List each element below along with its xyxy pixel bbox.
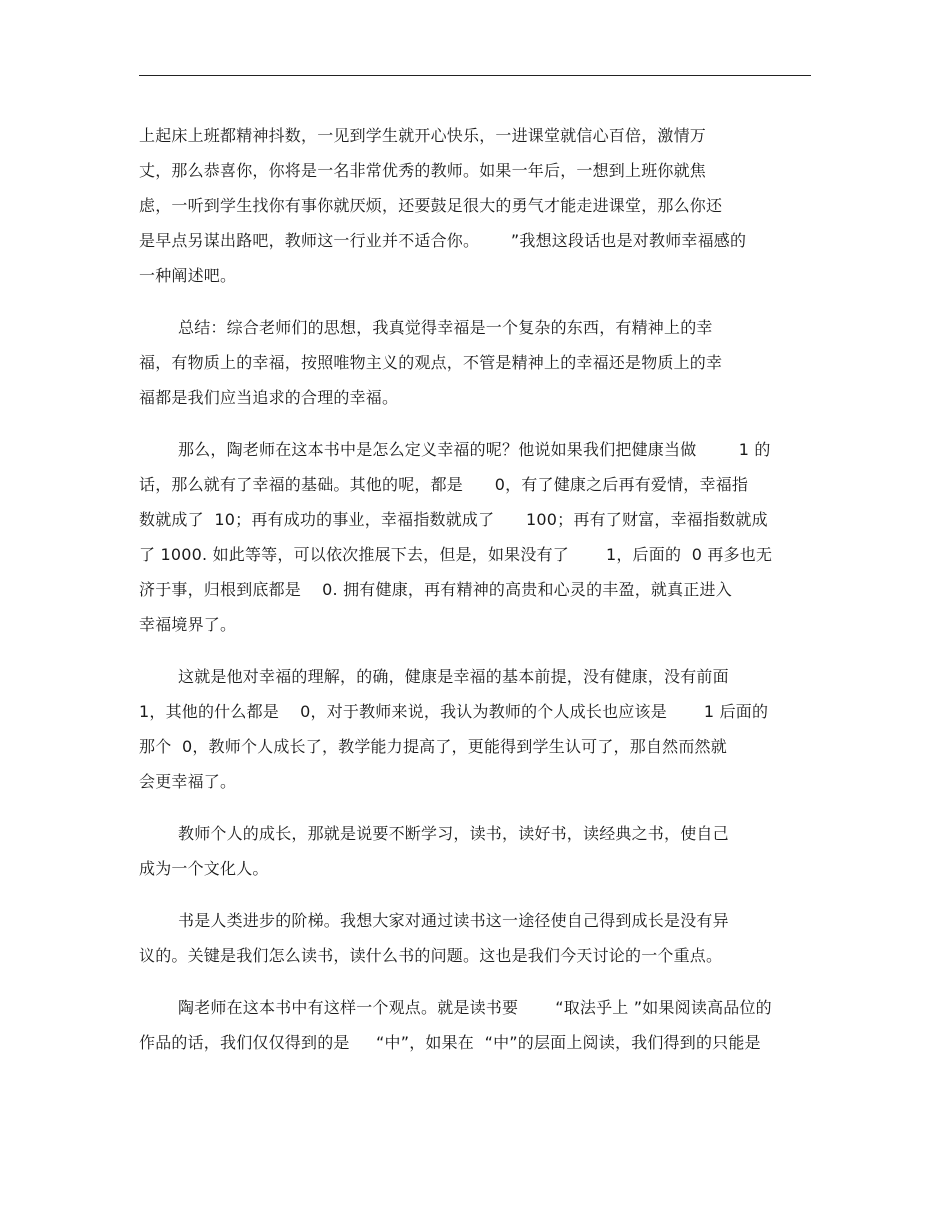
text-line: 作品的话，我们仅仅得到的是 “中”，如果在 “中”的层面上阅读，我们得到的只能是 (139, 1033, 761, 1052)
text-line: 数就成了 10；再有成功的事业，幸福指数就成了 100；再有了财富，幸福指数就成 (139, 510, 768, 529)
body-text (139, 118, 819, 1077)
text-line: 会更幸福了。 (139, 772, 237, 791)
text-line: 1，其他的什么都是 0，对于教师来说，我认为教师的个人成长也应该是 1 后面的 (139, 702, 769, 721)
text-line: 一种阐述吧。 (139, 266, 237, 285)
text-line: 济于事，归根到底都是 0. 拥有健康，再有精神的高贵和心灵的丰盈，就真正进入 (139, 580, 732, 599)
text-line: 这就是他对幸福的理解，的确，健康是幸福的基本前提，没有健康，没有前面 (178, 667, 729, 686)
paragraph-6 (139, 903, 819, 973)
paragraph-4 (139, 659, 819, 799)
text-line: 议的。关键是我们怎么读书，读什么书的问题。这也是我们今天讨论的一个重点。 (139, 946, 723, 965)
text-line: 那个 0，教师个人成长了，教学能力提高了，更能得到学生认可了，那自然而然就 (139, 737, 727, 756)
text-line: 话，那么就有了幸福的基础。其他的呢，都是 0，有了健康之后再有爱情，幸福指 (139, 475, 749, 494)
text-line: 丈，那么恭喜你，你将是一名非常优秀的教师。如果一年后，一想到上班你就焦 (139, 161, 707, 180)
text-line: 虑，一听到学生找你有事你就厌烦，还要鼓足很大的勇气才能走进课堂，那么你还 (139, 196, 723, 215)
text-line: 幸福境界了。 (139, 615, 237, 634)
paragraph-2 (139, 310, 819, 415)
text-line: 总结：综合老师们的思想，我真觉得幸福是一个复杂的东西，有精神上的幸 (178, 318, 713, 337)
paragraph-7 (139, 990, 819, 1060)
text-line: 福都是我们应当追求的合理的幸福。 (139, 388, 399, 407)
text-line: 教师个人的成长，那就是说要不断学习，读书，读好书，读经典之书，使自己 (178, 824, 729, 843)
header-rule (139, 75, 811, 76)
text-line: 上起床上班都精神抖数，一见到学生就开心快乐，一进课堂就信心百倍，激情万 (139, 126, 707, 145)
paragraph-5 (139, 816, 819, 886)
paragraph-3 (139, 432, 819, 642)
text-line: 成为一个文化人。 (139, 859, 269, 878)
text-line: 福，有物质上的幸福，按照唯物主义的观点，不管是精神上的幸福还是物质上的幸 (139, 353, 723, 372)
text-line: 书是人类进步的阶梯。我想大家对通过读书这一途径使自己得到成长是没有异 (178, 911, 729, 930)
text-line: 了 1000. 如此等等，可以依次推展下去，但是，如果没有了 1，后面的 0 再多也无 (139, 545, 773, 564)
paragraph-1 (139, 118, 819, 293)
text-line: 那么，陶老师在这本书中是怎么定义幸福的呢？他说如果我们把健康当做 1 的 (178, 440, 771, 459)
text-line: 陶老师在这本书中有这样一个观点。就是读书要 “取法乎上 ”如果阅读高品位的 (178, 998, 772, 1017)
text-line: 是早点另谋出路吧，教师这一行业并不适合你。 ”我想这段话也是对教师幸福感的 (139, 231, 747, 250)
